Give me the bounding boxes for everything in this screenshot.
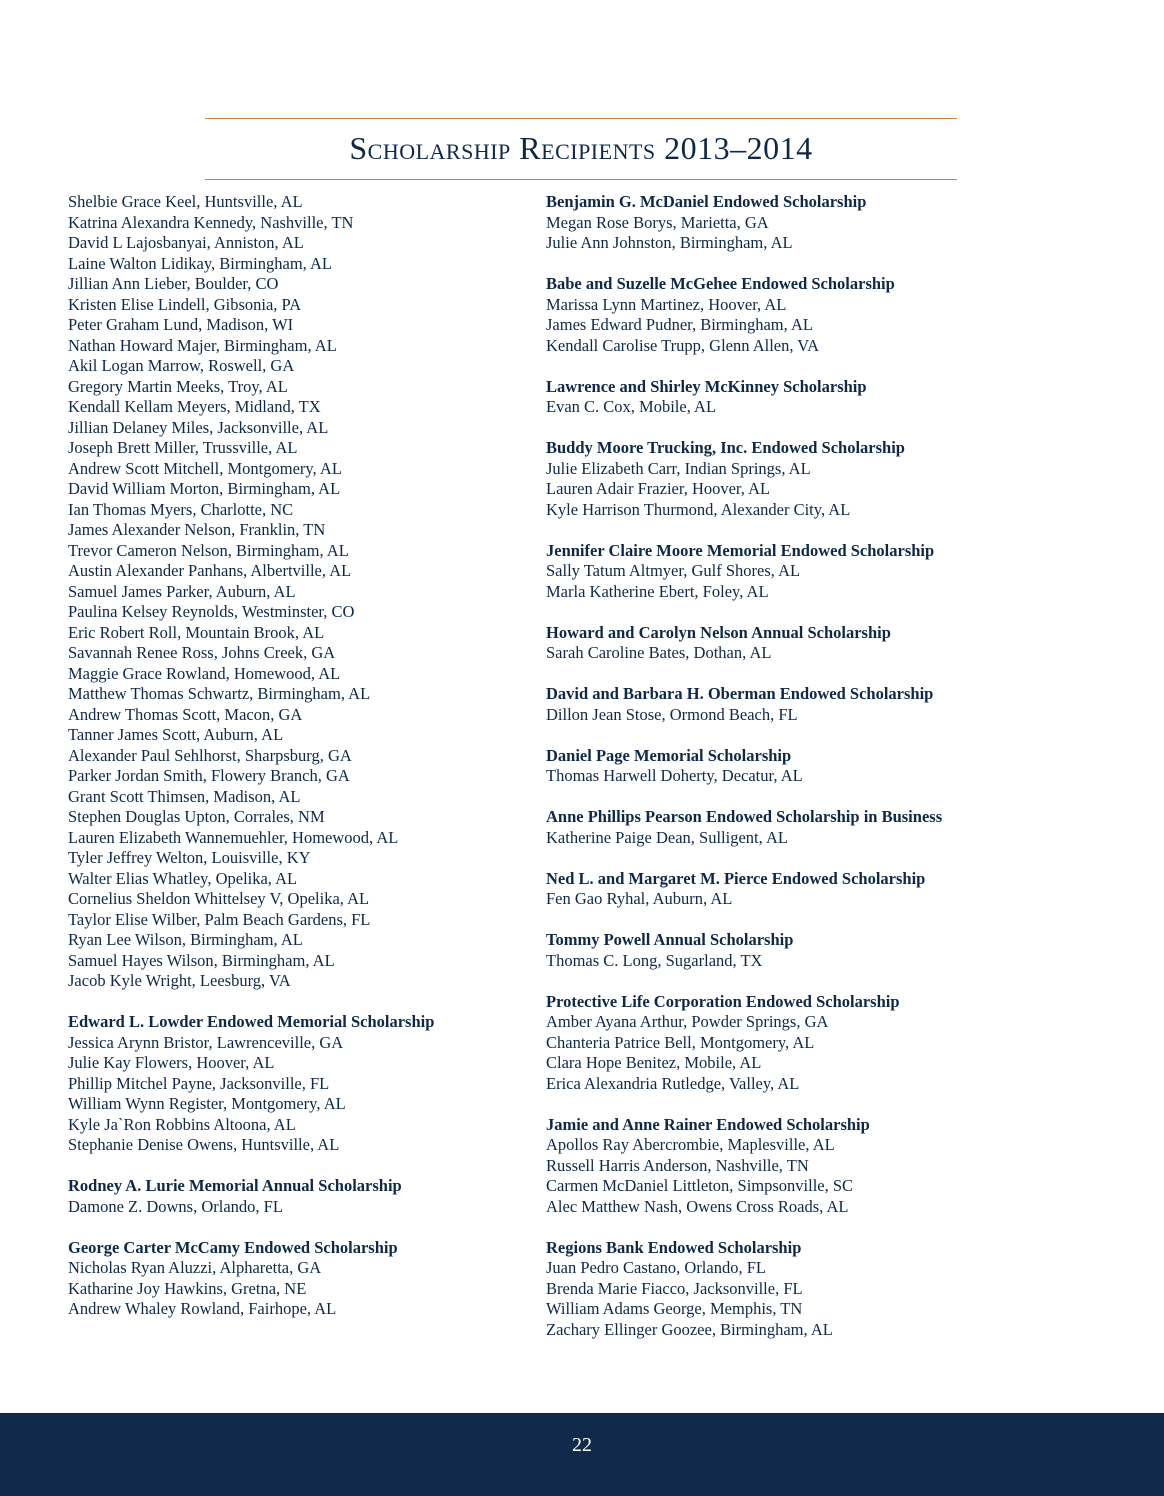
scholarship-section — [546, 746, 966, 787]
scholarship-title: Tommy Powell Annual Scholarship — [546, 930, 794, 949]
recipient-entry: Clara Hope Benitez, Mobile, AL — [546, 1053, 762, 1072]
recipient-entry: James Alexander Nelson, Franklin, TN — [68, 520, 326, 539]
recipient-entry: Laine Walton Lidikay, Birmingham, AL — [68, 253, 332, 273]
scholarship-title: Buddy Moore Trucking, Inc. Endowed Scholarship — [546, 438, 905, 457]
scholarship-title: Howard and Carolyn Nelson Annual Scholarship — [546, 622, 891, 642]
scholarship-section — [546, 1115, 966, 1218]
recipient-entry: Ryan Lee Wilson, Birmingham, AL — [68, 930, 303, 949]
recipient-entry: Matthew Thomas Schwartz, Birmingham, AL — [68, 684, 371, 703]
title-top-rule — [205, 118, 957, 119]
recipient-entry: Zachary Ellinger Goozee, Birmingham, AL — [546, 1319, 833, 1339]
recipient-entry: Evan C. Cox, Mobile, AL — [546, 397, 717, 416]
scholarship-title: Ned L. and Margaret M. Pierce Endowed Scholarship — [546, 868, 926, 888]
recipient-entry: Marla Katherine Ebert, Foley, AL — [546, 581, 769, 601]
recipient-entry: Carmen McDaniel Littleton, Simpsonville, SC — [546, 1176, 854, 1195]
recipient-entry: Peter Graham Lund, Madison, WI — [68, 315, 294, 334]
recipient-entry: Sally Tatum Altmyer, Gulf Shores, AL — [546, 561, 801, 580]
scholarship-title: George Carter McCamy Endowed Scholarship — [68, 1237, 398, 1257]
recipient-entry: Thomas Harwell Doherty, Decatur, AL — [546, 766, 803, 785]
recipient-entry: Cornelius Sheldon Whittelsey V, Opelika, AL — [68, 889, 370, 908]
recipient-entry: Nicholas Ryan Aluzzi, Alpharetta, GA — [68, 1258, 322, 1277]
recipient-entry: Alec Matthew Nash, Owens Cross Roads, AL — [546, 1196, 849, 1216]
recipient-entry: Maggie Grace Rowland, Homewood, AL — [68, 663, 341, 683]
recipient-entry: Tanner James Scott, Auburn, AL — [68, 725, 284, 744]
scholarship-section — [68, 1176, 528, 1217]
recipient-entry: Kendall Kellam Meyers, Midland, TX — [68, 397, 321, 416]
recipient-entry: Julie Kay Flowers, Hoover, AL — [68, 1053, 275, 1072]
scholarship-title: David and Barbara H. Oberman Endowed Scholarship — [546, 684, 934, 703]
scholarship-section — [546, 274, 966, 356]
recipient-entry: Parker Jordan Smith, Flowery Branch, GA — [68, 766, 350, 785]
recipient-entry: Samuel Hayes Wilson, Birmingham, AL — [68, 950, 335, 970]
recipient-entry: Julie Elizabeth Carr, Indian Springs, AL — [546, 458, 811, 478]
recipient-entry: Nathan Howard Majer, Birmingham, AL — [68, 335, 337, 355]
recipient-entry: Julie Ann Johnston, Birmingham, AL — [546, 233, 793, 252]
recipient-entry: Austin Alexander Panhans, Albertville, AL — [68, 561, 352, 580]
left-column — [68, 192, 528, 1320]
scholarship-title: Rodney A. Lurie Memorial Annual Scholarship — [68, 1176, 402, 1195]
recipient-entry: Eric Robert Roll, Mountain Brook, AL — [68, 622, 325, 642]
scholarship-section — [546, 438, 966, 520]
scholarship-title: Protective Life Corporation Endowed Scholarship — [546, 991, 900, 1011]
recipient-entry: Ian Thomas Myers, Charlotte, NC — [68, 499, 294, 519]
recipient-entry: Kyle Harrison Thurmond, Alexander City, AL — [546, 499, 851, 519]
recipient-entry: Stephen Douglas Upton, Corrales, NM — [68, 807, 325, 826]
recipient-entry: Thomas C. Long, Sugarland, TX — [546, 950, 763, 970]
recipient-entry: Paulina Kelsey Reynolds, Westminster, CO — [68, 602, 355, 621]
recipient-entry: David L Lajosbanyai, Anniston, AL — [68, 233, 304, 252]
scholarship-section — [68, 1238, 528, 1320]
recipient-entry: Russell Harris Anderson, Nashville, TN — [546, 1155, 809, 1175]
scholarship-title: Daniel Page Memorial Scholarship — [546, 745, 792, 765]
scholarship-title: Babe and Suzelle McGehee Endowed Scholarship — [546, 274, 895, 293]
recipient-entry: Kyle Ja`Ron Robbins Altoona, AL — [68, 1114, 296, 1134]
recipient-entry: Jillian Delaney Miles, Jacksonville, AL — [68, 417, 329, 437]
footer-bar — [0, 1413, 1164, 1496]
recipient-entry: Tyler Jeffrey Welton, Louisville, KY — [68, 848, 311, 867]
page-title: Scholarship Recipients 2013–2014 — [349, 130, 813, 166]
recipient-entry: Jacob Kyle Wright, Leesburg, VA — [68, 971, 291, 990]
title-bottom-rule — [205, 179, 957, 180]
recipient-entry: Grant Scott Thimsen, Madison, AL — [68, 786, 301, 806]
recipient-entry: Apollos Ray Abercrombie, Maplesville, AL — [546, 1135, 835, 1154]
scholarship-section — [546, 869, 966, 910]
recipient-entry: Andrew Whaley Rowland, Fairhope, AL — [68, 1299, 337, 1318]
recipient-entry: Katharine Joy Hawkins, Gretna, NE — [68, 1278, 307, 1298]
scholarship-section — [546, 684, 966, 725]
recipient-entry: Andrew Scott Mitchell, Montgomery, AL — [68, 458, 342, 478]
recipient-entry: Savannah Renee Ross, Johns Creek, GA — [68, 643, 336, 662]
recipient-entry: Walter Elias Whatley, Opelika, AL — [68, 868, 298, 888]
scholarship-title: Anne Phillips Pearson Endowed Scholarship in Business — [546, 807, 943, 826]
recipient-entry: Lauren Elizabeth Wannemuehler, Homewood, AL — [68, 827, 399, 847]
scholarship-section — [68, 1012, 528, 1156]
scholarship-title: Jamie and Anne Rainer Endowed Scholarship — [546, 1114, 870, 1134]
recipient-entry: Fen Gao Ryhal, Auburn, AL — [546, 889, 733, 908]
recipient-entry: Shelbie Grace Keel, Huntsville, AL — [68, 192, 303, 211]
recipient-entry: Chanteria Patrice Bell, Montgomery, AL — [546, 1032, 815, 1052]
recipient-entry: Dillon Jean Stose, Ormond Beach, FL — [546, 704, 798, 724]
recipient-entry: Trevor Cameron Nelson, Birmingham, AL — [68, 540, 349, 560]
recipient-entry: Kristen Elise Lindell, Gibsonia, PA — [68, 294, 302, 314]
recipient-entry: David William Morton, Birmingham, AL — [68, 479, 341, 498]
scholarship-section — [546, 930, 966, 971]
scholarship-section — [546, 807, 966, 848]
recipient-entry: Kendall Carolise Trupp, Glenn Allen, VA — [546, 335, 820, 355]
scholarship-title: Lawrence and Shirley McKinney Scholarship — [546, 376, 867, 396]
scholarship-title: Benjamin G. McDaniel Endowed Scholarship — [546, 192, 867, 211]
scholarship-title: Regions Bank Endowed Scholarship — [546, 1237, 802, 1257]
scholarship-section — [546, 623, 966, 664]
scholarship-section — [546, 541, 966, 603]
recipient-entry: Amber Ayana Arthur, Powder Springs, GA — [546, 1012, 829, 1031]
recipient-entry: Samuel James Parker, Auburn, AL — [68, 581, 296, 601]
recipient-entry: Lauren Adair Frazier, Hoover, AL — [546, 479, 771, 498]
recipient-entry: Katrina Alexandra Kennedy, Nashville, TN — [68, 212, 354, 232]
recipient-entry: Jillian Ann Lieber, Boulder, CO — [68, 274, 279, 293]
recipient-entry: Andrew Thomas Scott, Macon, GA — [68, 704, 303, 724]
recipient-entry: Jessica Arynn Bristor, Lawrenceville, GA — [68, 1032, 344, 1052]
recipient-entry: William Wynn Register, Montgomery, AL — [68, 1094, 346, 1113]
recipient-entry: Taylor Elise Wilber, Palm Beach Gardens, FL — [68, 909, 371, 929]
recipient-entry: Juan Pedro Castano, Orlando, FL — [546, 1258, 766, 1277]
recipient-entry: Brenda Marie Fiacco, Jacksonville, FL — [546, 1278, 803, 1298]
right-column — [546, 192, 966, 1340]
recipient-entry: Phillip Mitchel Payne, Jacksonville, FL — [68, 1073, 330, 1093]
recipient-entry: Stephanie Denise Owens, Huntsville, AL — [68, 1135, 340, 1154]
recipient-entry: Joseph Brett Miller, Trussville, AL — [68, 438, 298, 457]
recipient-entry: Marissa Lynn Martinez, Hoover, AL — [546, 294, 787, 314]
scholarship-section — [546, 192, 966, 254]
recipient-entry: Damone Z. Downs, Orlando, FL — [68, 1196, 283, 1216]
recipient-entry: Akil Logan Marrow, Roswell, GA — [68, 356, 295, 375]
page-number: 22 — [572, 1434, 592, 1456]
recipient-entry: Sarah Caroline Bates, Dothan, AL — [546, 643, 772, 662]
scholarship-section — [546, 377, 966, 418]
scholarship-section — [546, 1238, 966, 1341]
recipient-entry: Alexander Paul Sehlhorst, Sharpsburg, GA — [68, 745, 352, 765]
recipient-entry: Erica Alexandria Rutledge, Valley, AL — [546, 1073, 800, 1093]
scholarship-title: Edward L. Lowder Endowed Memorial Scholarship — [68, 1012, 435, 1031]
recipient-entry: James Edward Pudner, Birmingham, AL — [546, 315, 813, 334]
scholarship-title: Jennifer Claire Moore Memorial Endowed Scholarship — [546, 540, 935, 560]
recipient-entry: Gregory Martin Meeks, Troy, AL — [68, 376, 288, 396]
scholarship-section — [546, 992, 966, 1095]
recipient-entry: William Adams George, Memphis, TN — [546, 1299, 803, 1318]
recipient-entry: Megan Rose Borys, Marietta, GA — [546, 212, 769, 232]
recipient-entry: Katherine Paige Dean, Sulligent, AL — [546, 827, 788, 847]
